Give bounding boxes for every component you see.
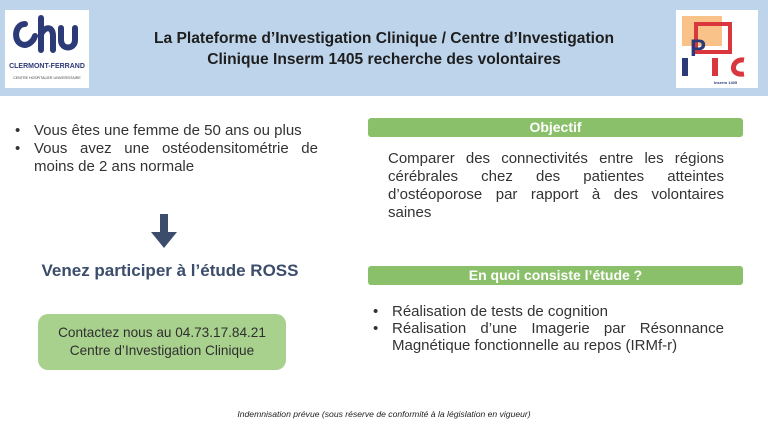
chu-brand-line1: CLERMONT-FERRAND bbox=[9, 63, 85, 70]
study-item: • Réalisation d’une Imagerie par Résonnance Magnétique fonctionnelle au repos (IRMf-r) bbox=[368, 320, 724, 354]
call-to-action: Venez participer à l’étude ROSS bbox=[41, 261, 299, 280]
inserm-label: Inserm 1405 bbox=[714, 80, 738, 85]
contact-center: Centre d’Investigation Clinique bbox=[69, 343, 255, 358]
study-list bbox=[368, 303, 724, 354]
pic-cic-logo-mark bbox=[676, 10, 758, 80]
study-item: • Réalisation de tests de cognition bbox=[368, 303, 724, 320]
eligibility-item: • Vous avez une ostéodensitométrie de moins de 2 ans normale bbox=[10, 140, 318, 176]
title-line-1: La Plateforme d’Investigation Clinique / Centre d’Investigation bbox=[153, 30, 615, 47]
chu-logo bbox=[5, 10, 89, 88]
objective-banner: Objectif bbox=[368, 118, 743, 137]
arrow-down-icon bbox=[151, 214, 177, 248]
pic-cic-logo bbox=[676, 10, 758, 88]
compensation-note: Indemnisation prévue (sous réserve de conformité à la législation en vigueur) bbox=[237, 409, 531, 419]
study-banner: En quoi consiste l’étude ? bbox=[368, 266, 743, 285]
page-title bbox=[95, 28, 673, 70]
header-band bbox=[0, 0, 768, 96]
svg-text:P: P bbox=[690, 35, 707, 62]
eligibility-item: • Vous êtes une femme de 50 ans ou plus bbox=[10, 122, 318, 140]
chu-brand-line2: CENTRE HOSPITALIER UNIVERSITAIRE bbox=[13, 76, 81, 80]
eligibility-list bbox=[10, 122, 318, 176]
contact-box bbox=[38, 314, 286, 370]
objective-text: Comparer des connectivités entre les régions cérébrales chez des patientes atteintes d’ostéoporose par rapport à des volontaires saines bbox=[388, 150, 724, 221]
contact-phone: Contactez nous au 04.73.17.84.21 bbox=[58, 325, 266, 340]
chu-logo-mark bbox=[5, 10, 89, 62]
title-line-2: Clinique Inserm 1405 recherche des volontaires bbox=[207, 51, 561, 68]
